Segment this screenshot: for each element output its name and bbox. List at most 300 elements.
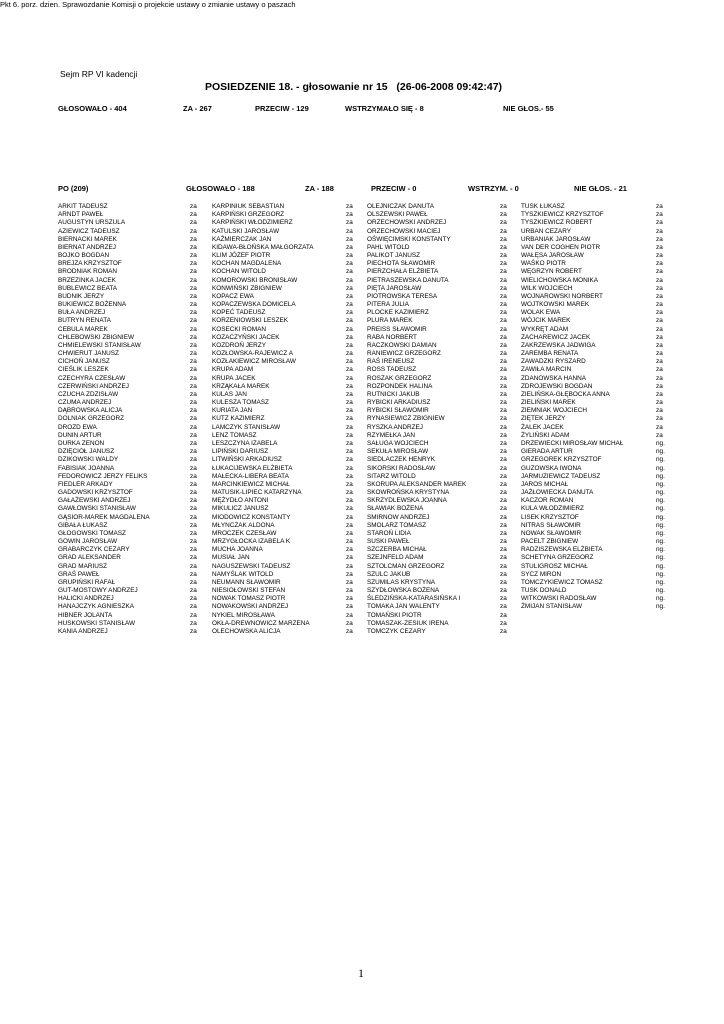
vote-row (58, 334, 210, 342)
vote-row (521, 424, 676, 432)
vote-row (212, 391, 366, 399)
vote-row (367, 326, 520, 334)
vote-row (58, 317, 210, 325)
member-name: TYSZKIEWICZ ROBERT (521, 219, 593, 227)
vote-row (367, 456, 520, 464)
member-vote: za (346, 374, 353, 382)
vote-row (521, 579, 676, 587)
member-name: GADOWSKI KRZYSZTOF (58, 489, 133, 497)
member-name: SIEDLACZEK HENRYK (367, 456, 436, 464)
club-voted: GŁOSOWAŁO - 188 (186, 184, 255, 193)
vote-row (58, 301, 210, 309)
member-vote: za (346, 366, 353, 374)
member-vote: za (346, 407, 353, 415)
member-vote: za (656, 227, 663, 235)
member-name: KOPACZ EWA (212, 292, 254, 300)
vote-row (521, 514, 676, 522)
member-vote: ng. (656, 587, 665, 595)
member-vote: za (656, 374, 663, 382)
member-name: RZYMEŁKA JAN (367, 431, 415, 439)
member-vote: za (500, 301, 507, 309)
member-vote: za (346, 415, 353, 423)
member-vote: za (190, 268, 197, 276)
member-vote: za (656, 358, 663, 366)
member-vote: za (346, 480, 353, 488)
member-name: KULA WŁODZIMIERZ (521, 505, 584, 513)
member-vote: za (500, 407, 507, 415)
vote-row (521, 350, 676, 358)
vote-row (212, 277, 366, 285)
member-vote: za (190, 309, 197, 317)
member-name: BUŁA ANDRZEJ (58, 309, 106, 317)
vote-row (212, 309, 366, 317)
member-vote: za (190, 317, 197, 325)
member-name: HALICKI ANDRZEJ (58, 595, 114, 603)
vote-row (367, 244, 520, 252)
vote-row (58, 391, 210, 399)
vote-row (212, 489, 366, 497)
vote-row (367, 342, 520, 350)
vote-row (367, 595, 520, 603)
member-vote: za (190, 472, 197, 480)
member-vote: za (500, 562, 507, 570)
vote-row (521, 407, 676, 415)
member-name: WAŁĘSA JAROSŁAW (521, 252, 584, 260)
member-vote: za (656, 235, 663, 243)
member-vote: za (346, 235, 353, 243)
member-vote: za (346, 358, 353, 366)
member-name: SKORUPA ALEKSANDER MAREK (367, 480, 467, 488)
stat-abstained: WSTRZYMAŁO SIĘ - 8 (345, 104, 424, 113)
member-name: NOWAK SŁAWOMIR (521, 529, 582, 537)
member-vote: za (346, 489, 353, 497)
vote-row (58, 546, 210, 554)
member-name: ROSZAK GRZEGORZ (367, 374, 432, 382)
member-vote: za (500, 374, 507, 382)
member-name: TOMCZYKIEWICZ TOMASZ (521, 578, 603, 586)
member-name: CHLEBOWSKI ZBIGNIEW (58, 333, 134, 341)
member-name: WYKRĘT ADAM (521, 325, 569, 333)
vote-row (367, 440, 520, 448)
member-name: GAŁAŻEWSKI ANDRZEJ (58, 497, 131, 505)
member-name: KOMOROWSKI BRONISŁAW (212, 276, 298, 284)
vote-row (367, 563, 520, 571)
vote-row (212, 317, 366, 325)
member-vote: za (500, 235, 507, 243)
vote-row (521, 252, 676, 260)
member-vote: za (656, 431, 663, 439)
member-vote: za (346, 219, 353, 227)
member-vote: za (500, 415, 507, 423)
member-vote: za (190, 529, 197, 537)
vote-row (367, 579, 520, 587)
member-name: GŁOGOWSKI TOMASZ (58, 529, 126, 537)
member-vote: za (190, 570, 197, 578)
member-name: ŻYLIŃSKI ADAM (521, 431, 570, 439)
member-vote: za (500, 333, 507, 341)
vote-row (521, 497, 676, 505)
vote-row (212, 440, 366, 448)
vote-row (212, 407, 366, 415)
member-name: MUSIAŁ JAN (212, 554, 250, 562)
member-vote: za (190, 252, 197, 260)
member-name: RANIEWICZ GRZEGORZ (367, 350, 441, 358)
member-vote: za (190, 562, 197, 570)
member-name: BUKIEWICZ BOŻENNA (58, 301, 127, 309)
vote-row (58, 277, 210, 285)
vote-row (212, 350, 366, 358)
member-vote: za (346, 546, 353, 554)
vote-row (521, 383, 676, 391)
member-vote: za (190, 211, 197, 219)
member-name: RADZISZEWSKA ELŻBIETA (521, 546, 603, 554)
vote-row (521, 391, 676, 399)
member-name: KARPINIUK SEBASTIAN (212, 203, 285, 210)
vote-row (58, 285, 210, 293)
vote-row (212, 481, 366, 489)
vote-row (212, 399, 366, 407)
stat-against: PRZECIW - 129 (255, 104, 309, 113)
club-not-voting: NIE GŁOS. - 21 (574, 184, 627, 193)
member-vote: za (346, 350, 353, 358)
member-name: RAŚ IRENEUSZ (367, 358, 415, 366)
member-vote: za (500, 603, 507, 611)
member-name: OLSZEWSKI PAWEŁ (367, 211, 428, 219)
vote-row (521, 366, 676, 374)
vote-row (212, 554, 366, 562)
member-name: KOSECKI ROMAN (212, 325, 266, 333)
member-vote: za (346, 513, 353, 521)
member-name: ZIĘTEK JERZY (521, 415, 566, 423)
member-name: ZDANOWSKA HANNA (521, 374, 586, 382)
member-name: NYKIEL MIROSŁAWA (212, 611, 275, 619)
member-name: GRAŚ PAWEŁ (58, 570, 100, 578)
member-name: BREJZA KRZYSZTOF (58, 260, 122, 268)
vote-row (58, 219, 210, 227)
member-name: WOJTKOWSKI MAREK (521, 301, 590, 309)
member-name: ZAKRZEWSKA JADWIGA (521, 341, 596, 349)
member-vote: za (500, 619, 507, 627)
member-vote: za (190, 325, 197, 333)
member-name: WÓJCIK MAREK (521, 317, 571, 325)
member-vote: za (190, 292, 197, 300)
member-name: SKOWROŃSKA KRYSTYNA (367, 489, 450, 497)
member-vote: za (346, 227, 353, 235)
vote-row (212, 465, 366, 473)
member-name: BRODNIAK ROMAN (58, 268, 117, 276)
stat-voted: GŁOSOWAŁO - 404 (58, 104, 127, 113)
vote-row (521, 530, 676, 538)
vote-row (58, 424, 210, 432)
member-vote: za (190, 464, 197, 472)
vote-row (212, 530, 366, 538)
vote-row (367, 203, 520, 211)
vote-row (521, 219, 676, 227)
member-name: CEBULA MAREK (58, 325, 108, 333)
member-name: WITKOWSKI RADOSŁAW (521, 595, 597, 603)
member-vote: za (190, 587, 197, 595)
member-name: HANAJCZYK AGNIESZKA (58, 603, 134, 611)
member-vote: za (500, 382, 507, 390)
vote-row (521, 522, 676, 530)
vote-row (521, 481, 676, 489)
vote-row (58, 456, 210, 464)
vote-row (58, 415, 210, 423)
member-vote: za (500, 431, 507, 439)
member-name: PIERZCHAŁA ELŻBIETA (367, 268, 439, 276)
vote-row (58, 399, 210, 407)
member-name: SZTOLCMAN GRZEGORZ (367, 562, 445, 570)
member-name: GĄSIOR-MAREK MAGDALENA (58, 513, 150, 521)
vote-row (367, 211, 520, 219)
vote-row (521, 448, 676, 456)
member-vote: za (656, 243, 663, 251)
member-name: DZIĘCIOŁ JANUSZ (58, 448, 115, 456)
member-vote: za (346, 341, 353, 349)
member-name: SZYDŁOWSKA BOŻENA (367, 587, 440, 595)
vote-row (212, 424, 366, 432)
vote-row (367, 554, 520, 562)
member-vote: za (656, 366, 663, 374)
vote-row (367, 358, 520, 366)
member-name: STAROŃ LIDIA (367, 529, 411, 537)
member-name: ROZPONDEK HALINA (367, 382, 433, 390)
vote-row (367, 546, 520, 554)
member-vote: za (500, 358, 507, 366)
member-vote: za (656, 292, 663, 300)
member-vote: za (346, 260, 353, 268)
member-vote: za (346, 309, 353, 317)
member-vote: za (500, 260, 507, 268)
member-name: KUTZ KAZIMIERZ (212, 415, 265, 423)
member-name: KLIM JÓZEF PIOTR (212, 252, 271, 260)
member-name: KOCHAN MAGDALENA (212, 260, 282, 268)
vote-row (212, 612, 366, 620)
member-vote: za (500, 513, 507, 521)
member-vote: za (346, 521, 353, 529)
vote-row (367, 432, 520, 440)
vote-row (212, 301, 366, 309)
vote-row (367, 505, 520, 513)
member-vote: za (656, 260, 663, 268)
member-vote: ng. (656, 497, 665, 505)
member-name: CHWIERUT JANUSZ (58, 350, 119, 358)
member-vote: za (190, 284, 197, 292)
member-name: SIKORSKI RADOSŁAW (367, 464, 436, 472)
member-name: GIERADA ARTUR (521, 448, 573, 456)
member-vote: za (190, 235, 197, 243)
member-vote: za (190, 521, 197, 529)
member-name: PACELT ZBIGNIEW (521, 538, 579, 546)
vote-row (58, 342, 210, 350)
member-name: NAGUSZEWSKI TADEUSZ (212, 562, 291, 570)
vote-row (521, 473, 676, 481)
vote-row (58, 375, 210, 383)
club-for: ZA - 188 (305, 184, 334, 193)
member-vote: za (346, 538, 353, 546)
member-name: ORZECHOWSKI ANDRZEJ (367, 219, 447, 227)
member-name: WIELICHOWSKA MONIKA (521, 276, 599, 284)
vote-row (58, 293, 210, 301)
member-vote: za (500, 570, 507, 578)
member-vote: za (500, 203, 507, 210)
member-vote: za (346, 603, 353, 611)
member-vote: za (500, 554, 507, 562)
vote-row (521, 399, 676, 407)
member-name: KOZACZYŃSKI JACEK (212, 333, 280, 341)
vote-row (212, 383, 366, 391)
member-vote: ng. (656, 456, 665, 464)
member-name: PLURA MAREK (367, 317, 413, 325)
vote-row (58, 407, 210, 415)
member-vote: za (500, 448, 507, 456)
member-vote: za (500, 268, 507, 276)
member-vote: ng. (656, 529, 665, 537)
member-vote: ng. (656, 480, 665, 488)
member-vote: za (190, 603, 197, 611)
member-vote: za (500, 627, 507, 635)
member-vote: ng. (656, 554, 665, 562)
member-name: TOMAKA JAN WALENTY (367, 603, 440, 611)
vote-row (212, 522, 366, 530)
stat-not-voting: NIE GŁOS.- 55 (503, 104, 554, 113)
member-vote: za (346, 529, 353, 537)
member-name: TUSK ŁUKASZ (521, 203, 565, 210)
vote-row (367, 399, 520, 407)
member-name: HIBNER JOLANTA (58, 611, 113, 619)
member-vote: za (500, 611, 507, 619)
vote-row (521, 603, 676, 611)
member-vote: za (346, 301, 353, 309)
vote-row (58, 514, 210, 522)
member-name: TOMAŃSKI PIOTR (367, 611, 422, 619)
member-name: LISEK KRZYSZTOF (521, 513, 579, 521)
member-name: NEUMANN SŁAWOMIR (212, 578, 281, 586)
vote-row (521, 563, 676, 571)
member-name: PIETRASZEWSKA DANUTA (367, 276, 449, 284)
member-vote: za (500, 505, 507, 513)
member-name: NITRAS SŁAWOMIR (521, 521, 581, 529)
member-name: FABISIAK JOANNA (58, 464, 115, 472)
member-name: JAŻŁOWIECKA DANUTA (521, 489, 594, 497)
member-vote: za (346, 611, 353, 619)
vote-row (367, 277, 520, 285)
member-vote: za (190, 546, 197, 554)
member-name: BIERNACKI MAREK (58, 235, 117, 243)
vote-row (212, 456, 366, 464)
vote-row (58, 587, 210, 595)
vote-row (521, 228, 676, 236)
vote-row (212, 203, 366, 211)
vote-row (367, 415, 520, 423)
member-vote: za (346, 390, 353, 398)
vote-column-2 (212, 203, 366, 636)
member-name: KANIA ANDRZEJ (58, 627, 108, 635)
member-name: DRZEWIECKI MIROSŁAW MICHAŁ (521, 439, 624, 447)
member-name: KRUPA ADAM (212, 366, 254, 374)
vote-row (212, 432, 366, 440)
member-vote: za (500, 521, 507, 529)
member-vote: za (500, 529, 507, 537)
member-name: ŻMIJAN STANISŁAW (521, 603, 583, 611)
member-vote: za (500, 309, 507, 317)
member-vote: za (190, 480, 197, 488)
vote-row (212, 285, 366, 293)
member-vote: za (190, 431, 197, 439)
member-name: PIĘTA JAROSŁAW (367, 284, 422, 292)
member-name: OKŁA-DREWNOWICZ MARZENA (212, 619, 310, 627)
vote-row (521, 546, 676, 554)
member-name: BOJKO BOGDAN (58, 252, 110, 260)
vote-row (212, 228, 366, 236)
member-vote: za (500, 587, 507, 595)
vote-row (367, 375, 520, 383)
member-name: ZIEMNIAK WOJCIECH (521, 407, 588, 415)
member-vote: za (346, 505, 353, 513)
agenda-item: Pkt 6. porz. dzien. Sprawozdanie Komisji o projekcie ustawy o zmianie ustawy o paszach (0, 0, 296, 9)
vote-row (212, 366, 366, 374)
member-name: PITERA JULIA (367, 301, 409, 309)
member-name: OŚWIĘCIMSKI KONSTANTY (367, 235, 451, 243)
member-name: ARNDT PAWEŁ (58, 211, 104, 219)
vote-row (521, 260, 676, 268)
vote-row (367, 538, 520, 546)
member-name: CZECHYRA CZESŁAW (58, 374, 126, 382)
member-vote: za (656, 341, 663, 349)
vote-row (212, 546, 366, 554)
member-name: LENZ TOMASZ (212, 431, 257, 439)
member-vote: za (190, 578, 197, 586)
member-vote: ng. (656, 546, 665, 554)
member-vote: za (190, 333, 197, 341)
vote-row (212, 358, 366, 366)
member-vote: za (656, 350, 663, 358)
member-name: MRZYGŁOCKA IZABELA K (212, 538, 291, 546)
club-name: PO (209) (58, 184, 89, 193)
vote-row (367, 285, 520, 293)
member-vote: za (190, 505, 197, 513)
member-vote: ng. (656, 570, 665, 578)
member-vote: za (190, 399, 197, 407)
vote-row (521, 456, 676, 464)
vote-row (367, 465, 520, 473)
member-name: RYSZKA ANDRZEJ (367, 423, 423, 431)
vote-row (58, 326, 210, 334)
member-vote: za (500, 366, 507, 374)
vote-row (58, 530, 210, 538)
member-vote: za (346, 562, 353, 570)
member-vote: za (500, 399, 507, 407)
vote-row (521, 375, 676, 383)
vote-row (212, 505, 366, 513)
member-vote: za (190, 407, 197, 415)
member-vote: za (190, 611, 197, 619)
member-name: CICHOŃ JANUSZ (58, 358, 110, 366)
member-name: SZUMILAS KRYSTYNA (367, 578, 436, 586)
vote-row (367, 293, 520, 301)
member-name: LITWIŃSKI ARKADIUSZ (212, 456, 282, 464)
member-vote: za (500, 578, 507, 586)
member-name: PALIKOT JANUSZ (367, 252, 421, 260)
member-vote: ng. (656, 562, 665, 570)
member-vote: za (190, 448, 197, 456)
member-vote: ng. (656, 505, 665, 513)
member-name: SAŁUGA WOJCIECH (367, 439, 429, 447)
member-name: MAŁECKA-LIBERA BEATA (212, 472, 289, 480)
member-vote: za (656, 390, 663, 398)
member-name: MUCHA JOANNA (212, 546, 263, 554)
vote-row (58, 260, 210, 268)
